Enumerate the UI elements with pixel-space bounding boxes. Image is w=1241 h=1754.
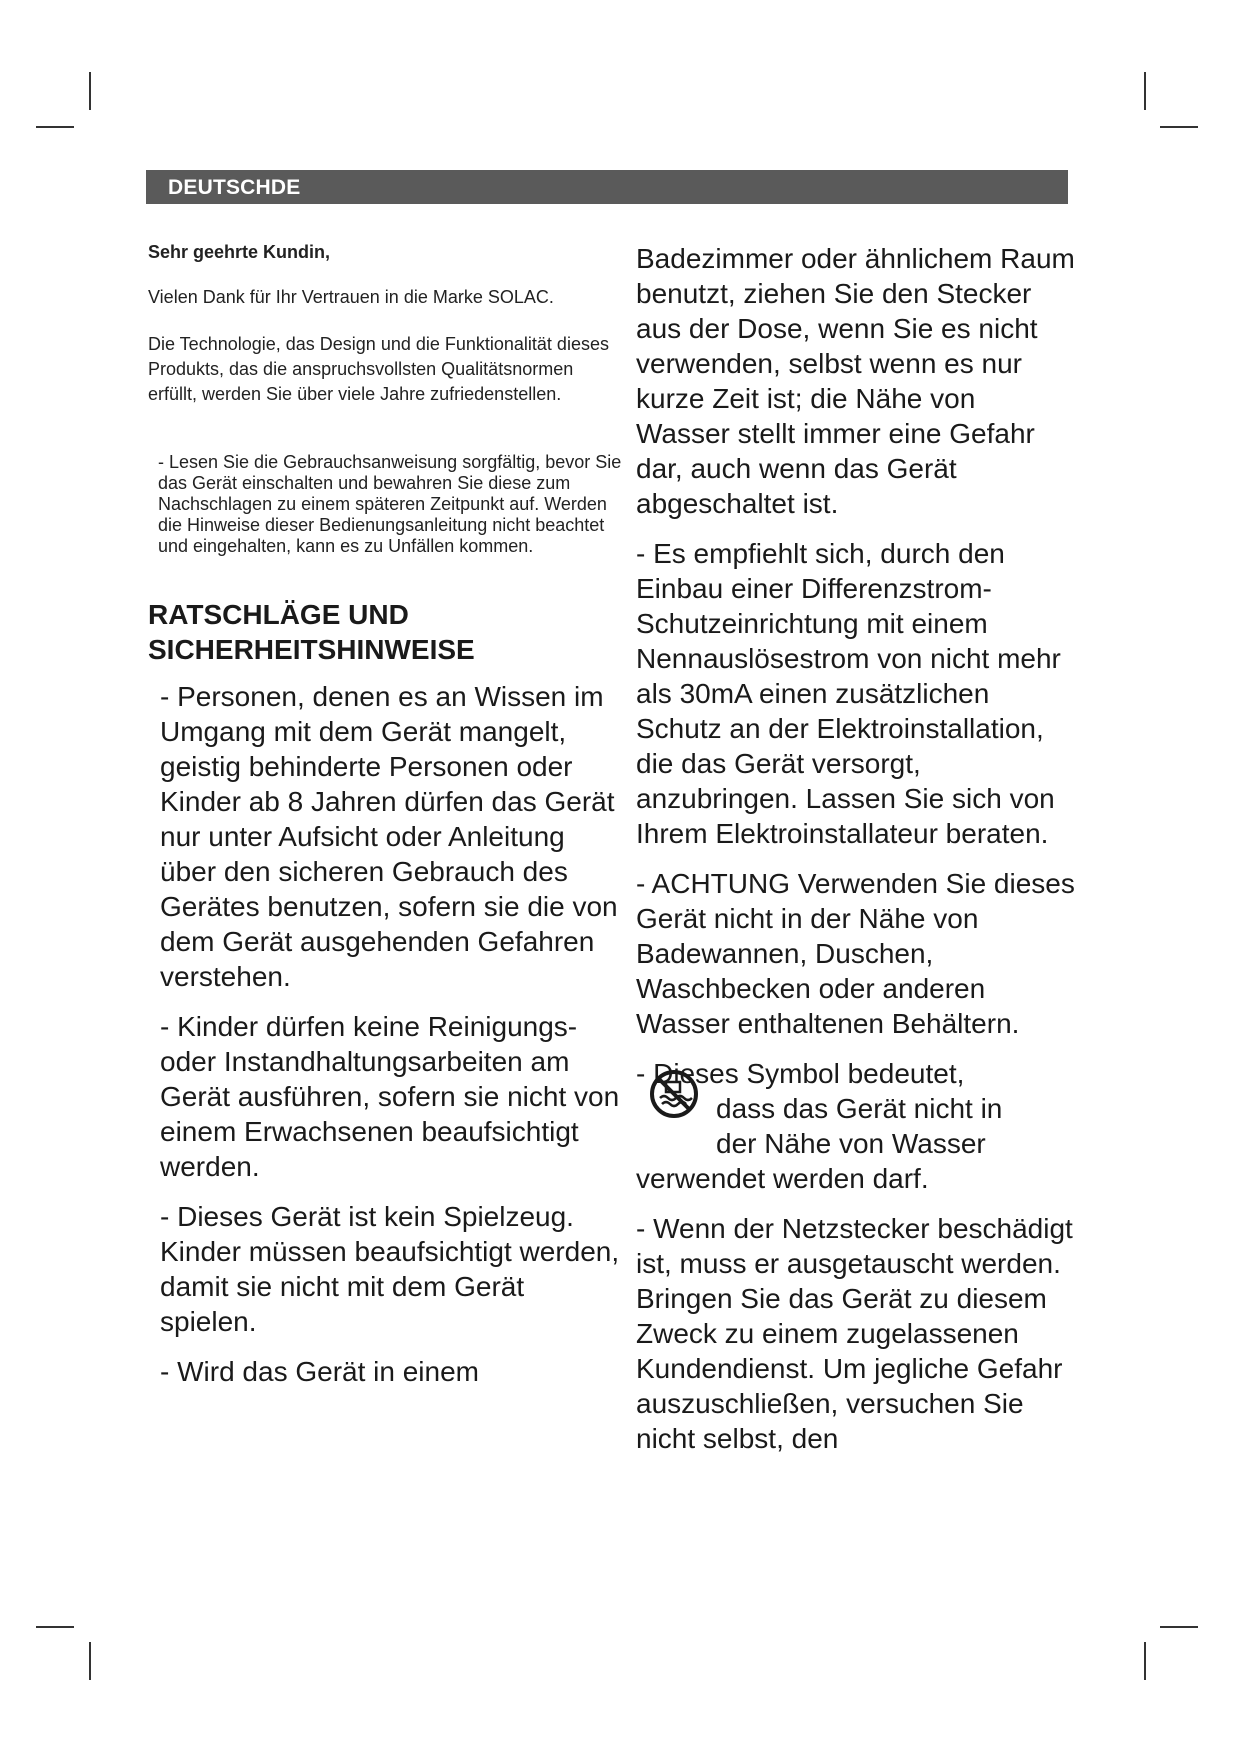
- language-label: DEUTSCHDE: [168, 176, 301, 199]
- thanks-paragraph: Vielen Dank für Ihr Vertrauen in die Marke SOLAC.: [148, 287, 554, 307]
- crop-mark-top-left-horizontal: [36, 126, 74, 128]
- section-title: [148, 597, 623, 667]
- crop-mark-bottom-left-horizontal: [36, 1626, 74, 1628]
- safety-paragraph-power-plug: - Wenn der Netzstecker beschädigt ist, muss er ausgetauscht werden. Bringen Sie das Gerät zu diesem Zweck zu einem zugelassenen Kundendienst. Um jegliche Gefahr auszuschließen, versuchen Sie nicht selbst, den: [636, 1213, 1073, 1454]
- safety-paragraph-bathroom-continued: Badezimmer oder ähnlichem Raum benutzt, ziehen Sie den Stecker aus der Dose, wenn Sie es nicht verwenden, selbst wenn es nur kurze Zeit ist; die Nähe von Wasser stellt immer eine Gefahr dar, auch wenn das Gerät abgeschaltet ist.: [636, 243, 1075, 519]
- safety-paragraph-toy: - Dieses Gerät ist kein Spielzeug. Kinder müssen beaufsichtigt werden, damit sie nicht mit dem Gerät spielen.: [160, 1201, 620, 1337]
- greeting: Sehr geehrte Kundin,: [148, 242, 331, 262]
- section-title-line-2: SICHERHEITSHINWEISE: [148, 634, 475, 665]
- language-header-bar: [146, 170, 1068, 204]
- symbol-paragraph-line-4: verwendet werden darf.: [636, 1163, 929, 1194]
- symbol-paragraph-line-2: dass das Gerät nicht in: [716, 1093, 1003, 1124]
- crop-mark-bottom-right-vertical: [1144, 1642, 1146, 1680]
- crop-mark-top-right-horizontal: [1160, 126, 1198, 128]
- crop-mark-top-left-vertical: [89, 72, 91, 110]
- safety-paragraph-bathroom-start: - Wird das Gerät in einem: [160, 1356, 479, 1387]
- safety-paragraph-warning-water: - ACHTUNG Verwenden Sie dieses Gerät nicht in der Nähe von Badewannen, Duschen, Waschbecken oder anderen Wasser enthaltenen Behältern.: [636, 868, 1075, 1039]
- crop-mark-bottom-left-vertical: [89, 1642, 91, 1680]
- safety-paragraph-cleaning: - Kinder dürfen keine Reinigungs- oder Instandhaltungsarbeiten am Gerät ausführen, sofern sie nicht von einem Erwachsenen beaufsichtigt werden.: [160, 1011, 620, 1182]
- crop-mark-bottom-right-horizontal: [1160, 1626, 1198, 1628]
- symbol-paragraph-line-1: - Dieses Symbol bedeutet,: [636, 1058, 965, 1089]
- no-water-symbol-icon: [648, 1068, 700, 1120]
- safety-paragraph-persons: - Personen, denen es an Wissen im Umgang mit dem Gerät mangelt, geistig behinderte Personen oder Kinder ab 8 Jahren dürfen das Gerät nur unter Aufsicht oder Anleitung über den sicheren Gebrauch des Gerätes benutzen, sofern sie die von dem Gerät ausgehenden Gefahren verstehen.: [160, 681, 618, 992]
- crop-mark-top-right-vertical: [1144, 72, 1146, 110]
- technology-paragraph: Die Technologie, das Design und die Funktionalität dieses Produkts, das die anspruchsvollsten Qualitätsnormen erfüllt, werden Sie über viele Jahre zufriedenstellen.: [148, 334, 609, 404]
- safety-paragraph-rcd: - Es empfiehlt sich, durch den Einbau einer Differenzstrom-Schutzeinrichtung mit einem Nennauslösestrom von nicht mehr als 30mA einen zusätzlichen Schutz an der Elektroinstallation, die das Gerät versorgt, anzubringen. Lassen Sie sich von Ihrem Elektroinstallateur beraten.: [636, 538, 1061, 849]
- left-column: [148, 240, 623, 1404]
- read-instructions-paragraph: - Lesen Sie die Gebrauchsanweisung sorgfältig, bevor Sie das Gerät einschalten und bewahren Sie diese zum Nachschlagen zu einem späteren Zeitpunkt auf. Werden die Hinweise dieser Bedienungsanleitung nicht beachtet und eingehalten, kann es zu Unfällen kommen.: [158, 452, 622, 556]
- right-column: [636, 241, 1076, 1471]
- symbol-paragraph-line-3: der Nähe von Wasser: [716, 1128, 986, 1159]
- symbol-paragraph: [636, 1056, 1076, 1196]
- section-title-line-1: RATSCHLÄGE UND: [148, 599, 409, 630]
